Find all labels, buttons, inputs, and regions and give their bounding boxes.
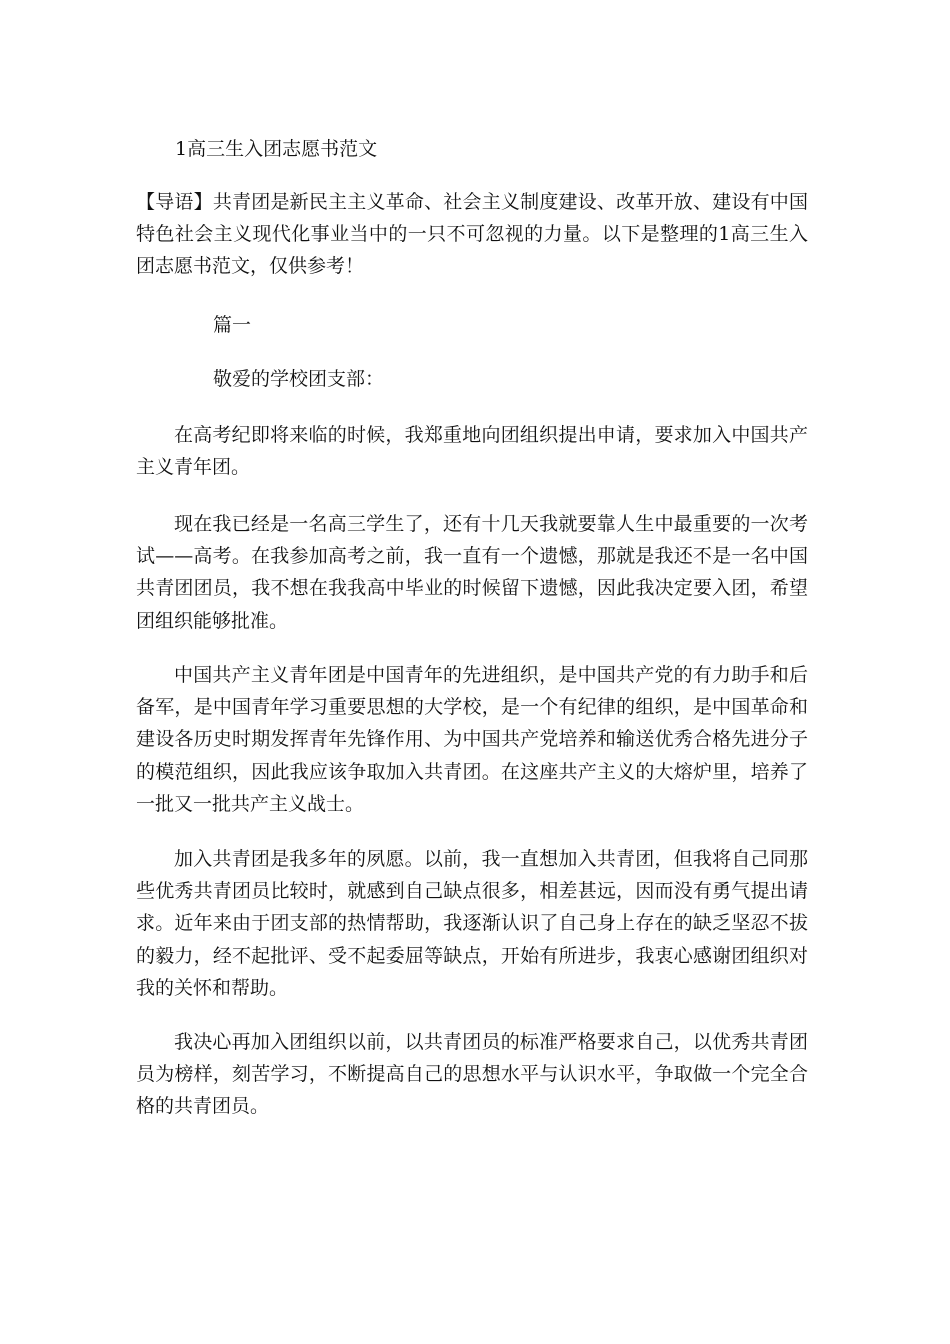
body-paragraph: 现在我已经是一名高三学生了，还有十几天我就要靠人生中最重要的一次考试——高考。在我参加高考之前，我一直有一个遗憾，那就是我还不是一名中国共青团团员，我不想在我我高中毕业的时候留下遗憾，因此我决定要入团，希望团组织能够批准。	[136, 513, 808, 632]
body-paragraph: 加入共青团是我多年的夙愿。以前，我一直想加入共青团，但我将自己同那些优秀共青团员比较时，就感到自己缺点很多，相差甚远，因而没有勇气提出请求。近年来由于团支部的热情帮助，我逐渐认识了自己身上存在的缺乏坚忍不拔的毅力，经不起批评、受不起委屈等缺点，开始有所进步，我衷心感谢团组织对我的关怀和帮助。	[136, 848, 808, 999]
intro-paragraph: 【导语】共青团是新民主主义革命、社会主义制度建设、改革开放、建设有中国特色社会主义现代化事业当中的一只不可忽视的力量。以下是整理的1高三生入团志愿书范文，仅供参考！	[136, 191, 808, 278]
body-paragraph: 我决心再加入团组织以前，以共青团员的标准严格要求自己，以优秀共青团员为榜样，刻苦学习，不断提高自己的思想水平与认识水平，争取做一个完全合格的共青团员。	[136, 1031, 808, 1118]
body-paragraph: 在高考纪即将来临的时候，我郑重地向团组织提出申请，要求加入中国共产主义青年团。	[136, 424, 808, 479]
document-title: 1高三生入团志愿书范文	[175, 138, 378, 160]
section-label: 篇一	[213, 314, 252, 336]
body-paragraph: 中国共产主义青年团是中国青年的先进组织，是中国共产党的有力助手和后备军，是中国青年学习重要思想的大学校，是一个有纪律的组织，是中国革命和建设各历史时期发挥青年先锋作用、为中国共产党培养和输送优秀合格先进分子的模范组织，因此我应该争取加入共青团。在这座共产主义的大熔炉里，培养了一批又一批共产主义战士。	[136, 664, 808, 815]
salutation: 敬爱的学校团支部：	[213, 368, 385, 390]
